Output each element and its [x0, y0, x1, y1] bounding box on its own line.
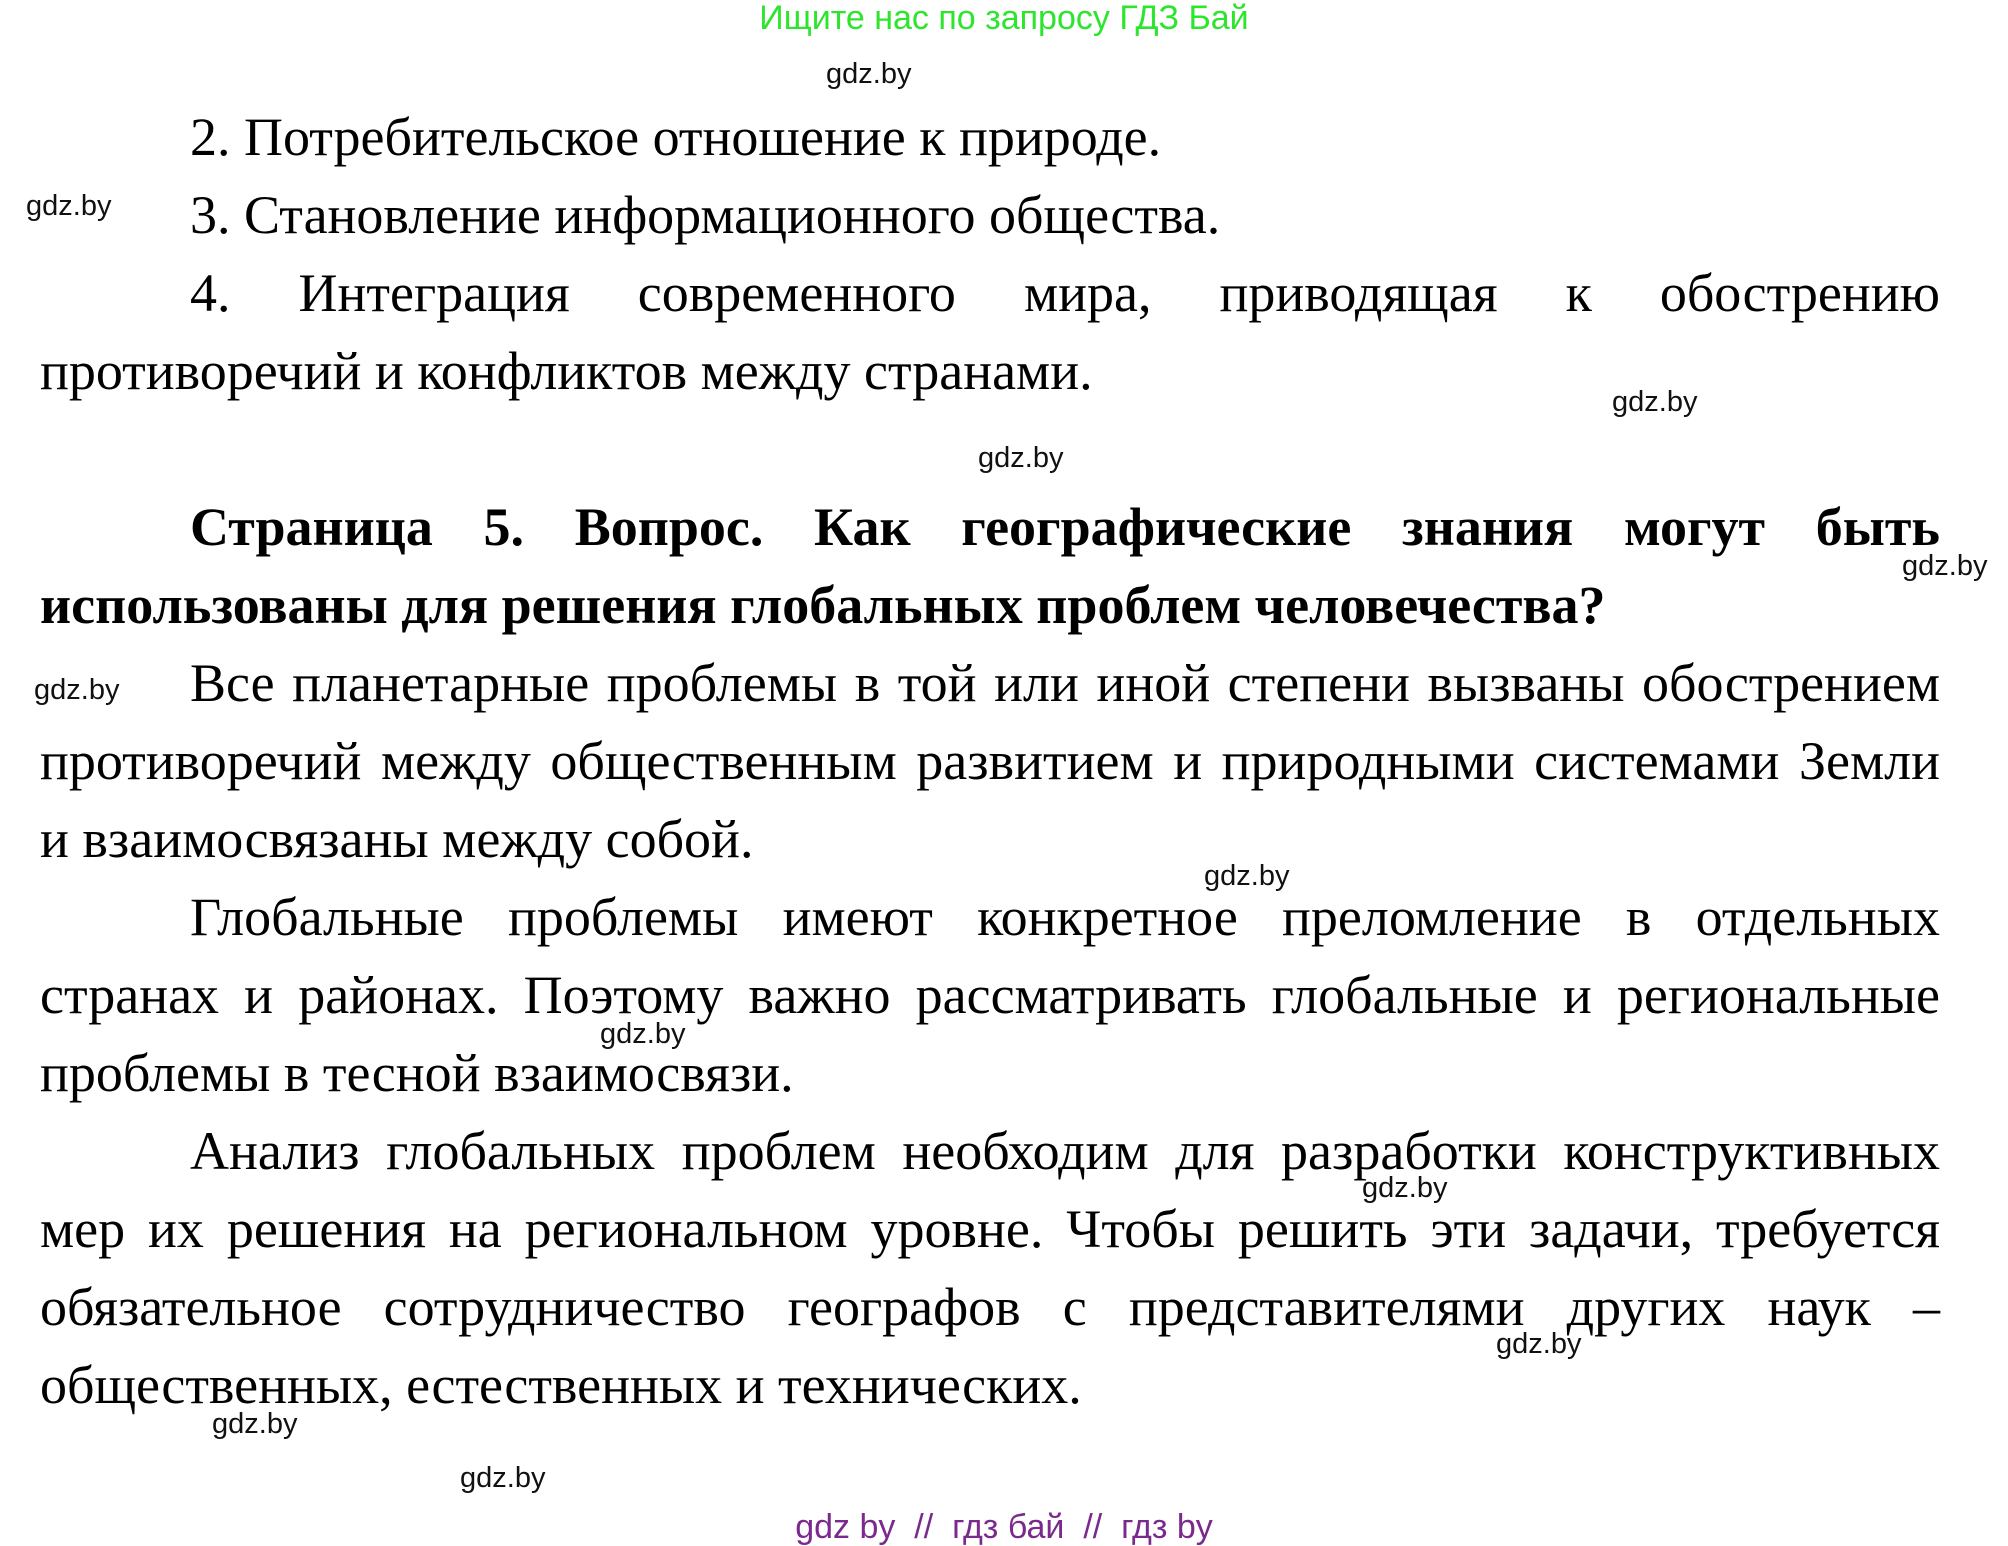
watermark: gdz.by: [1612, 386, 1698, 418]
question-heading: Страница 5. Вопрос. Как географические знания могут быть использованы для решения глобальных проблем человечества?: [40, 497, 1940, 635]
watermark: gdz.by: [460, 1462, 546, 1494]
document-body: [40, 98, 1940, 1424]
answer-paragraph: Анализ глобальных проблем необходим для разработки конструктивных мер их решения на региональном уровне. Чтобы решить эти задачи, требуется обязательное сотрудничество географов с представителями других наук – общественных, естественных и технических.: [40, 1121, 1940, 1415]
watermark: gdz.by: [1204, 860, 1290, 892]
watermark: gdz.by: [34, 674, 120, 706]
watermark: gdz.by: [1362, 1172, 1448, 1204]
answer-paragraph: Все планетарные проблемы в той или иной степени вызваны обострением противоречий между общественным развитием и природными системами Земли и взаимосвязаны между собой.: [40, 653, 1940, 869]
watermark: gdz.by: [600, 1018, 686, 1050]
watermark: gdz.by: [212, 1408, 298, 1440]
footer-links[interactable]: gdz by // гдз бай // гдз by: [795, 1508, 1213, 1546]
watermark: gdz.by: [26, 190, 112, 222]
watermark: gdz.by: [826, 58, 912, 90]
watermark: gdz.by: [1496, 1328, 1582, 1360]
list-item: 3. Становление информационного общества.: [190, 185, 1221, 245]
list-item: 2. Потребительское отношение к природе.: [190, 107, 1162, 167]
search-banner[interactable]: Ищите нас по запросу ГДЗ Бай: [759, 0, 1249, 37]
watermark: gdz.by: [978, 442, 1064, 474]
answer-paragraph: Глобальные проблемы имеют конкретное преломление в отдельных странах и районах. Поэтому важно рассматривать глобальные и региональные проблемы в тесной взаимосвязи.: [40, 887, 1940, 1103]
watermark: gdz.by: [1902, 550, 1988, 582]
list-item: 4. Интеграция современного мира, приводящая к обострению противоречий и конфликтов между странами.: [40, 263, 1940, 401]
